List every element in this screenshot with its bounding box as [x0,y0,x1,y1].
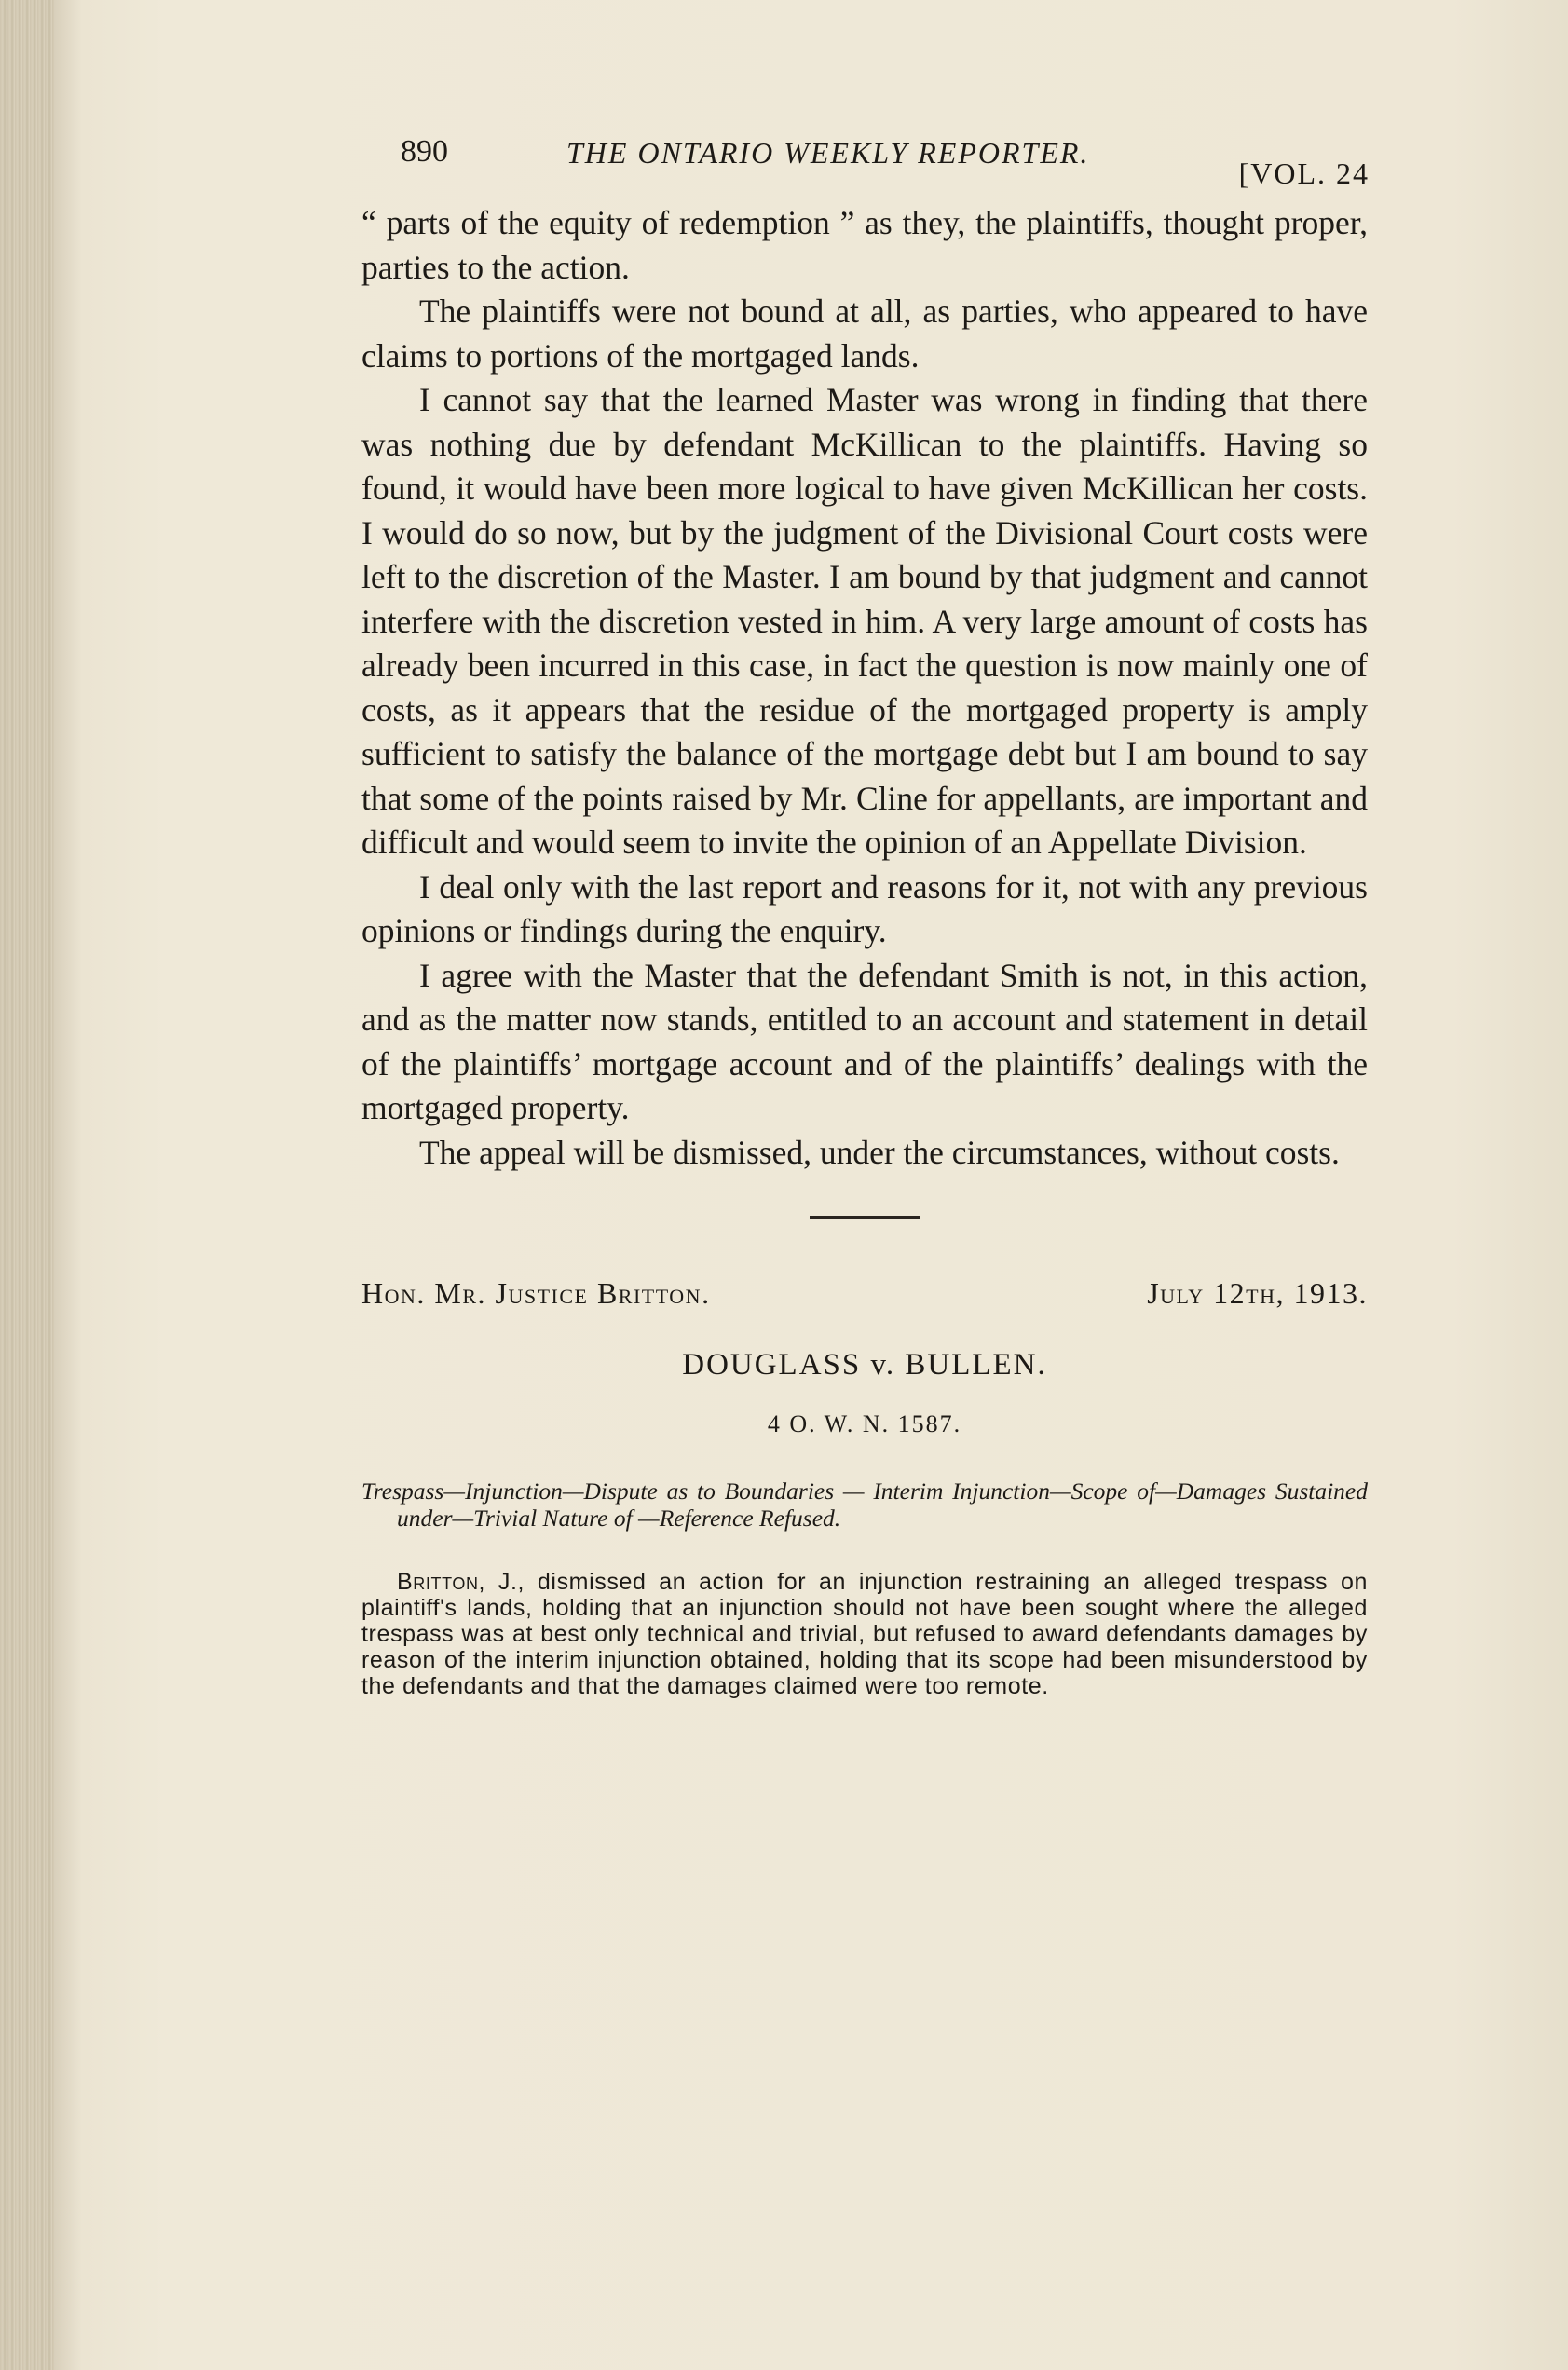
paragraph: I agree with the Master that the defendant Smith is not, in this action, and as the matter now stands, entitled to an account and statement in detail of the plaintiffs’ mortgage account and of the plaintiffs’ dealings with the mortgaged property. [361,956,1368,1126]
judgment-date: July 12th, 1913. [1147,1276,1368,1310]
paragraph: I deal only with the last report and reasons for it, not with any previous opinions or findings during the enquiry. [361,867,1368,949]
case-summary [361,1569,1368,1699]
case-citation: 4 O. W. N. 1587. [767,1410,962,1437]
paragraph: The appeal will be dismissed, under the circumstances, without costs. [419,1133,1340,1171]
volume-label: [VOL. 24 [1238,157,1370,190]
running-head [361,112,1368,201]
summary-judge: Britton, J., [397,1569,525,1595]
case-headnote: Trespass—Injunction—Dispute as to Boundaries — Interim Injunction—Scope of—Damages Sustained under—Trivial Nature of —Reference Refused. [361,1478,1368,1532]
page-content [361,112,1368,1699]
paragraph: I cannot say that the learned Master was wrong in finding that there was nothing due by defendant McKillican to the plaintiffs. Having so found, it would have been more logical to have given McKillican her costs. I would do so now, but by the judgment of the Divisional Court costs were left to the discretion of the Master. I am bound by that judgment and cannot interfere with the discretion vested in him. A very large amount of costs has already been incurred in this case, in fact the question is now mainly one of costs, as it appears that the residue of the mortgaged property is amply sufficient to satisfy the balance of the mortgage debt but I am bound to say that some of the points raised by Mr. Cline for appellants, are important and difficult and would seem to invite the opinion of an Appellate Division. [361,381,1368,861]
paragraph: The plaintiffs were not bound at all, as parties, who appeared to have claims to portions of the mortgaged lands. [361,293,1368,375]
paragraph: “ parts of the equity of redemption ” as they, the plaintiffs, thought proper, parties to the action. [361,204,1368,286]
case-title: DOUGLASS v. BULLEN. [682,1348,1047,1382]
summary-text: dismissed an action for an injunction restraining an alleged trespass on plaintiff's lands, holding that an injunction should not have been sought where the alleged trespass was at best only technical and trivial, but refused to award defendants damages by reason of the interim injunction obtained, holding that its scope had been misunderstood by the defendants and that the damages claimed were too remote. [361,1569,1368,1699]
section-divider [810,1216,920,1219]
book-page [54,0,1568,2370]
judgment-body [361,201,1368,1175]
case-judge-date-line [361,1276,1368,1311]
page-number: 890 [401,134,448,169]
page-edges [0,0,54,2370]
judge-name: Hon. Mr. Justice Britton. [361,1276,711,1310]
journal-title: THE ONTARIO WEEKLY REPORTER. [566,136,1090,170]
